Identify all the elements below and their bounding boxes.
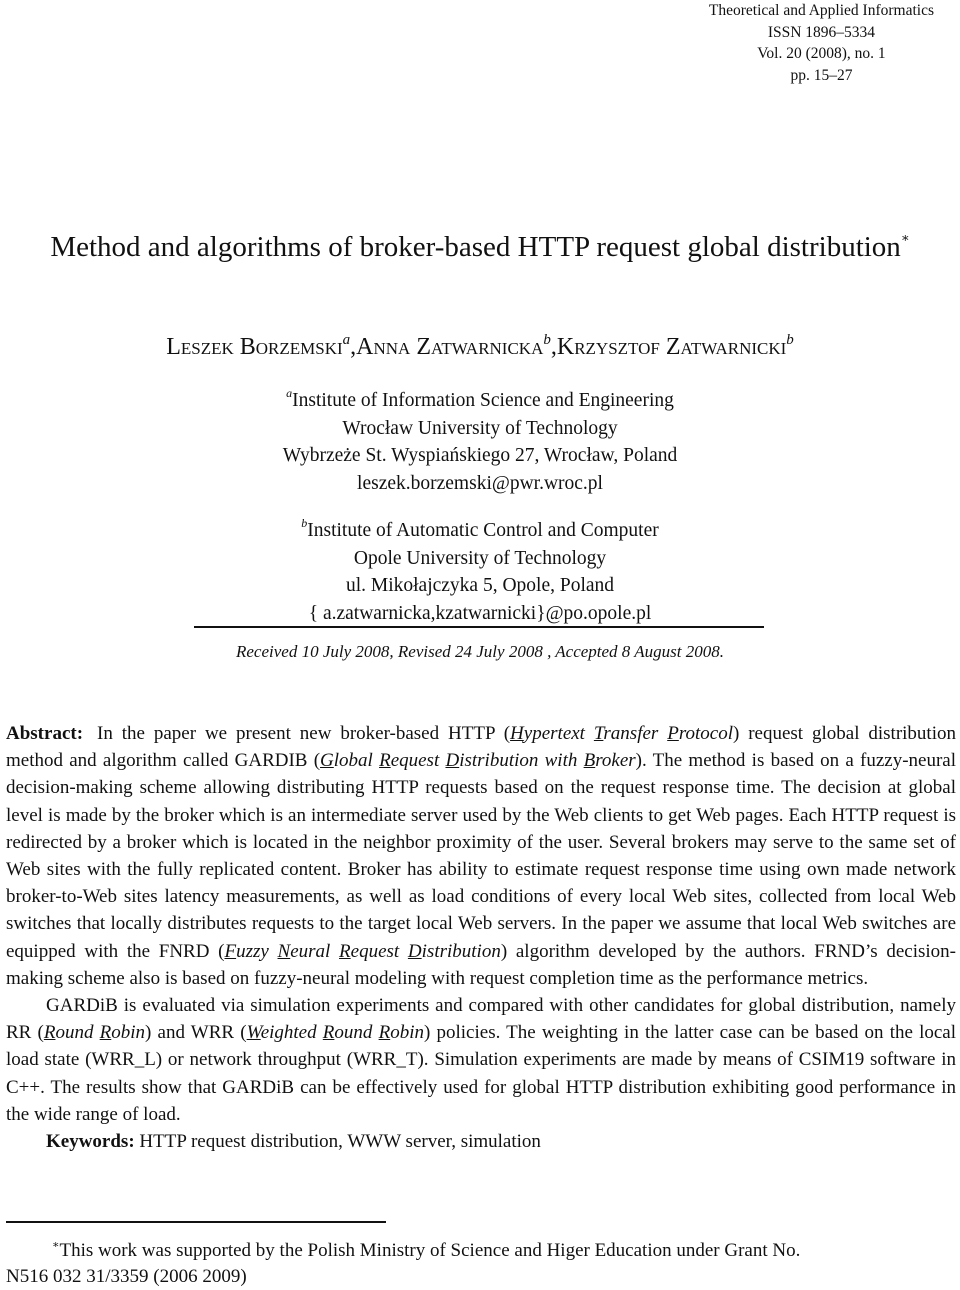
affiliation-line: Institute of Information Science and Engineering xyxy=(292,390,674,411)
divider-rule xyxy=(194,626,764,628)
footnote xyxy=(6,1232,956,1290)
journal-header xyxy=(709,0,934,86)
title-footnote-mark: ∗ xyxy=(900,230,910,245)
footnote-rule xyxy=(6,1221,386,1223)
footnote-grant: N516 032 31/3359 (2006 2009) xyxy=(6,1266,247,1287)
keywords-label: Keywords: xyxy=(46,1131,135,1153)
journal-volume: Vol. 20 (2008), no. 1 xyxy=(757,45,886,62)
keywords xyxy=(6,1128,956,1155)
author-affiliation-mark: a xyxy=(342,332,351,348)
author-name: Anna Zatwarnicka xyxy=(356,334,544,360)
abstract-label: Abstract: xyxy=(6,723,84,744)
affiliation-b xyxy=(0,510,960,627)
paper-title-text: Method and algorithms of broker-based HTTP request global distribution xyxy=(50,231,901,263)
author-name: Leszek Borzemski xyxy=(166,334,343,360)
journal-name: Theoretical and Applied Informatics xyxy=(708,2,934,19)
affiliation-a xyxy=(0,380,960,497)
author-email: leszek.borzemski@pwr.wroc.pl xyxy=(357,472,603,494)
paper-title xyxy=(0,220,960,265)
affiliation-line: Institute of Automatic Control and Computer xyxy=(307,520,659,541)
footnote-text: This work was supported by the Polish Ministry of Science and Higer Education under Grant No. xyxy=(59,1240,801,1261)
author-affiliation-mark: b xyxy=(786,332,794,348)
journal-pages: pp. 15–27 xyxy=(790,66,853,84)
keywords-text: HTTP request distribution, WWW server, simulation xyxy=(139,1131,541,1153)
affiliation-mark: a xyxy=(286,386,293,400)
abstract-section xyxy=(6,720,956,1155)
affiliation-line: ul. Mikołajczyka 5, Opole, Poland xyxy=(345,575,615,596)
abstract-paragraph: GARDiB is evaluated via simulation experiments and compared with other candidates for global distribution, namely RR (Round Robin) and WRR (Weighted Round Robin) policies. The weighting in the latter case can be based on the local load state (WRR_L) or network throughput (WRR_T). Simulation experiments are made by means of CSIM19 software in C++. The results show that GARDiB can be effectively used for global HTTP distribution exhibiting good performance in the wide range of load. xyxy=(6,995,957,1125)
affiliation-line: Opole University of Technology xyxy=(353,547,607,569)
author-name: Krzysztof Zatwarnicki xyxy=(556,334,787,360)
footnote-mark: ∗ xyxy=(52,1239,60,1251)
affiliation-line: Wybrzeże St. Wyspiańskiego 27, Wrocław, Poland xyxy=(282,445,678,466)
author-list: Leszek Borzemski$^a$,Anna Zatwarnicka$^b$,Krzysztof Zatwarnicki$^b$ xyxy=(166,332,794,360)
author-email: { a.zatwarnicka,kzatwarnicki}@po.opole.pl xyxy=(308,602,652,624)
received-dates: Received 10 July 2008, Revised 24 July 2008 , Accepted 8 August 2008. xyxy=(236,642,724,661)
affiliation-mark: b xyxy=(301,516,308,530)
affiliation-line: Wrocław University of Technology xyxy=(342,417,618,439)
journal-issn: ISSN 1896–5334 xyxy=(767,23,876,41)
abstract-paragraph: Abstract: In the paper we present new broker-based HTTP (Hypertext Transfer Protocol) request global distribution method and algorithm called GARDIB (Global Request Distribution with Broker). The method is based on a fuzzy-neural decision-making scheme allowing distributing HTTP requests based on the request response time. The decision at global level is made by the broker which is an intermediate server used by the Web clients to get Web pages. Each HTTP request is redirected by a broker which is located in the neighbor proximity of the user. Several brokers may serve to the same set of Web sites with the fully replicated content. Broker has ability to estimate request response time using own made network broker-to-Web sites latency measurements, as well as load conditions of every local Web sites, collected from local Web switches that locally distributes requests to the target local Web servers. In the paper we assume that local Web switches are equipped with the FNRD (Fuzzy Neural Request Distribution) algorithm developed by the authors. FRND’s decision-making scheme also is based on fuzzy-neural modeling with request completion time as the performance metrics. xyxy=(6,723,956,989)
author-affiliation-mark: b xyxy=(543,332,551,348)
